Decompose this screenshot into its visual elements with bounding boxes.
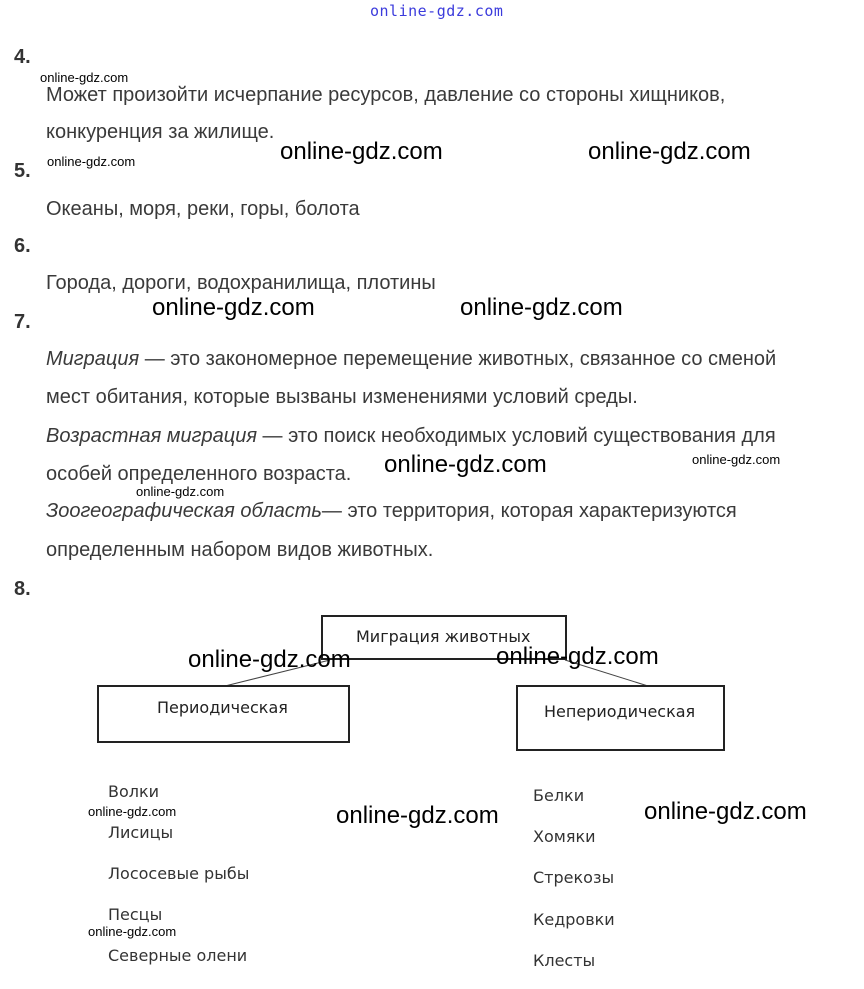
list-item: Хомяки: [533, 827, 596, 846]
watermark: online-gdz.com: [188, 646, 351, 673]
term-migration: Миграция: [46, 348, 140, 370]
question-number-6: 6.: [14, 235, 31, 257]
watermark: online-gdz.com: [460, 294, 623, 321]
question-number-8: 8.: [14, 578, 31, 600]
list-item: Клесты: [533, 951, 596, 970]
watermark: online-gdz.com: [644, 798, 807, 825]
watermark: online-gdz.com: [47, 154, 136, 169]
answer-5: Океаны, моря, реки, горы, болота: [46, 198, 360, 220]
question-number-5: 5.: [14, 160, 31, 182]
watermark: online-gdz.com: [496, 643, 659, 670]
watermark: online-gdz.com: [336, 802, 499, 829]
definition-age-migration-text: — это поиск необходимых условий существования для: [257, 425, 776, 447]
definition-zoogeographic-area-text: — это территория, которая характеризуются: [321, 500, 737, 522]
list-item: Лисицы: [108, 823, 174, 842]
watermark: online-gdz.com: [384, 451, 547, 478]
definition-age-migration-line-2: особей определенного возраста.: [46, 463, 352, 485]
list-item: Песцы: [108, 905, 163, 924]
diagram-root-label: Миграция животных: [356, 627, 531, 646]
watermark: online-gdz.com: [40, 70, 129, 85]
list-item: Белки: [533, 786, 585, 805]
watermark: online-gdz.com: [136, 484, 225, 499]
watermark: online-gdz.com: [280, 138, 443, 165]
watermark-top: online-gdz.com: [370, 2, 504, 20]
question-number-4: 4.: [14, 46, 31, 68]
term-zoogeographic-area: Зоогеографическая область: [46, 500, 322, 522]
diagram-left-label: Периодическая: [157, 698, 288, 717]
watermark: online-gdz.com: [588, 138, 751, 165]
list-item: Волки: [108, 782, 160, 801]
definition-zoogeographic-area-line-2: определенным набором видов животных.: [46, 539, 434, 561]
list-item: Лососевые рыбы: [108, 864, 250, 883]
definition-migration-text: — это закономерное перемещение животных, связанное со сменой: [139, 348, 777, 370]
list-item: Стрекозы: [533, 868, 615, 887]
watermark: online-gdz.com: [152, 294, 315, 321]
definition-migration-line-2: мест обитания, которые вызваны изменениями условий среды.: [46, 386, 638, 408]
watermark: online-gdz.com: [88, 804, 177, 819]
answer-4-line-1: Может произойти исчерпание ресурсов, давление со стороны хищников,: [46, 84, 726, 106]
answer-6: Города, дороги, водохранилища, плотины: [46, 272, 436, 294]
question-number-7: 7.: [14, 311, 31, 333]
diagram-right-label: Непериодическая: [544, 702, 696, 721]
answer-4-line-2: конкуренция за жилище.: [46, 121, 275, 143]
watermark: online-gdz.com: [692, 452, 781, 467]
term-age-migration: Возрастная миграция: [46, 425, 257, 447]
list-item: Северные олени: [108, 946, 248, 965]
watermark: online-gdz.com: [88, 924, 177, 939]
list-item: Кедровки: [533, 910, 615, 929]
